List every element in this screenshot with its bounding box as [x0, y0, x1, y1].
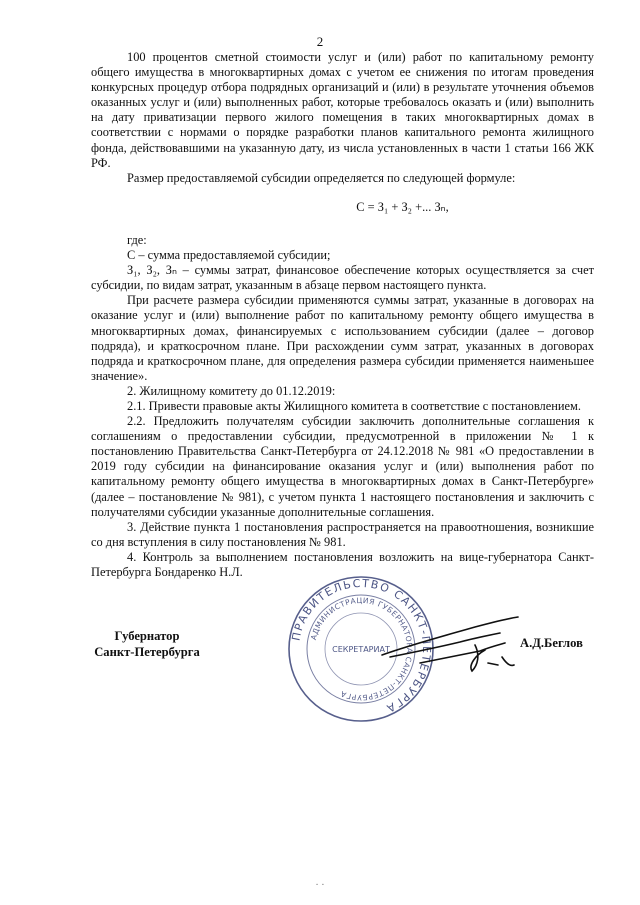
handwritten-signature [380, 615, 520, 675]
signatory-title-line1: Губернатор [114, 629, 180, 643]
paragraph-calculation: При расчете размера субсидии применяются суммы затрат, указанные в договорах на оказание услуг и (или) выполнение работ по капитальному ремонту общего имущества в многоквартирных домах, финансируемых с использованием субсидии (далее – договор подряда), и краткосрочном плане. При расхождении сумм затрат, указанных в договорах подряда и краткосрочном плане, для определения размера субсидии применяется наименьшее значение». [91, 293, 594, 383]
paragraph-item-2-1: 2.1. Привести правовые акты Жилищного комитета в соответствие с постановлением. [127, 398, 581, 413]
footer-mark: · · [315, 880, 325, 891]
paragraph-cost-basis: 100 процентов сметной стоимости услуг и (или) работ по капитальному ремонту общего имущества в многоквартирных домах с учетом ее снижения по итогам проведения конкурсных процедур отбора подрядных организаций и (или) в результате уточнения объемов оказанных услуг и (или) выполненных работ, которые требовалось оказать и (или) выполнить на дату приватизации первого жилого помещения в таких многоквартирных домах в соответствии с нормами о порядке разработки планов капитального ремонта жилищного фонда, действовавшими на указанную дату, из числа установленных в части 1 статьи 166 ЖК РФ. [91, 50, 594, 170]
seal-center-text: СЕКРЕТАРИАТ [332, 645, 390, 654]
formula: С = З₁ + З₂ +... Зₙ, [356, 199, 449, 214]
seal-outer-text: ПРАВИТЕЛЬСТВО САНКТ-ПЕТЕРБУРГА [289, 576, 434, 716]
paragraph-item-4: 4. Контроль за выполнением постановления возложить на вице-губернатора Санкт-Петербурга Бондаренко Н.Л. [91, 549, 594, 579]
page-number: 2 [316, 34, 324, 49]
signatory-title-line2: Санкт-Петербурга [94, 645, 200, 659]
paragraph-item-2-2: 2.2. Предложить получателям субсидии заключить дополнительные соглашения к соглашениям о предоставлении субсидии, предусмотренной в приложении № 1 к постановлению Правительства Санкт-Петербурга от 24.12.2018 № 981 «О предоставлении в 2019 году субсидии на финансирование оказания услуг и (или) выполнения работ по капитальному ремонту общего имущества в многоквартирных домах в Санкт-Петербурге» (далее – постановление № 981), с учетом пункта 1 настоящего постановления и заключить с получателями субсидии указанные дополнительные соглашения. [91, 414, 594, 519]
signatory-name: А.Д.Беглов [520, 636, 583, 650]
seal-inner-text: АДМИНИСТРАЦИЯ ГУБЕРНАТОРА САНКТ-ПЕТЕРБУРГА [308, 595, 415, 703]
document-body [91, 50, 594, 580]
signatory-title [88, 628, 206, 660]
paragraph-def-z: З₁, З₂, Зₙ – суммы затрат, финансовое обеспечение которых осуществляется за счет субсидии, по видам затрат, указанным в абзаце первом настоящего пункта. [91, 263, 594, 293]
paragraph-item-2: 2. Жилищному комитету до 01.12.2019: [127, 383, 336, 398]
paragraph-item-3: 3. Действие пункта 1 постановления распространяется на правоотношения, возникшие со дня вступления в силу постановления № 981. [91, 519, 594, 549]
paragraph-def-c: С – сумма предоставляемой субсидии; [127, 248, 331, 263]
paragraph-formula-intro: Размер предоставляемой субсидии определяется по следующей формуле: [127, 170, 516, 185]
paragraph-where: где: [127, 232, 147, 247]
